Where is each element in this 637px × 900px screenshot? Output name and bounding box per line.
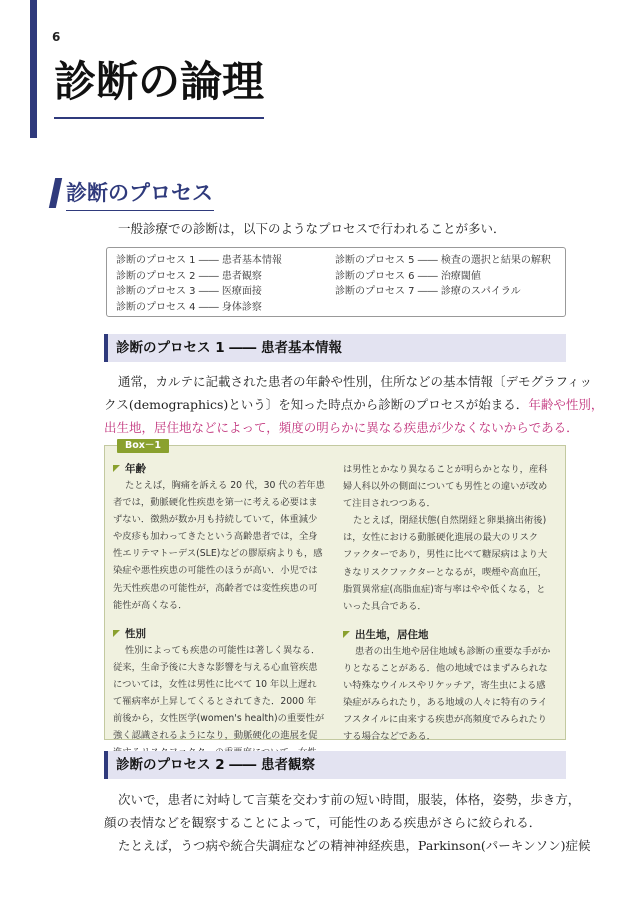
subsection-2-bar [104, 751, 108, 779]
triangle-bullet-icon [343, 631, 350, 638]
box-text-line: 脂質異常症(高脂血症)寄与率はやや低くなる，と [343, 583, 546, 595]
subsection-2-heading [104, 751, 566, 779]
subsection-1-line-1: 通常，カルテに記載された患者の年齢や性別，住所などの基本情報〔デモグラフィッ [118, 374, 593, 389]
subsection-2-line-1: 次いで，患者に対峙して言葉を交わす前の短い時間，服装，体格，姿勢，歩き方， [118, 792, 581, 807]
triangle-bullet-icon [113, 630, 120, 637]
box-text-line: 者では，動脈硬化性疾患を第一に考える必要はま [113, 497, 318, 509]
page-number: 6 [52, 30, 61, 44]
box-text-line: いった具合である． [343, 600, 427, 612]
box-text-line: て罹病率が上昇してくるとされてきた．2000 年 [113, 696, 317, 708]
process-item: 診断のプロセス 7 ―― 診療のスパイラル [335, 286, 521, 297]
process-item: 診断のプロセス 3 ―― 医療面接 [116, 286, 262, 297]
topic-age-heading [113, 461, 335, 477]
box-text-line: 婦人科以外の側面についても男性との違いが改め [343, 481, 548, 493]
box-1-left-column [113, 461, 335, 761]
box-text-line: りとなることがある．他の地域ではまずみられな [343, 662, 548, 674]
box-text-line: 前後から，女性医学(women's health)の重要性が [113, 713, 325, 725]
box-text-line: たとえば，閉経状態(自然閉経と卵巣摘出術後) [353, 515, 547, 527]
box-1 [104, 440, 566, 743]
chapter-title-rule [54, 117, 264, 119]
process-item: 診断のプロセス 2 ―― 患者観察 [116, 270, 262, 282]
box-text-line: 性別によっても疾患の可能性は著しく異なる． [125, 644, 321, 656]
box-text-line: ずない．徴熱が数か月も持続していて，体重減少 [113, 514, 318, 526]
subsection-1-line-2-text: クス(demographics)という〕を知った時点から診断のプロセスが始まる． [104, 397, 529, 412]
box-text-line: や皮疹も加わってきたという高齢患者では，全身 [113, 531, 318, 543]
section-slash-mark [49, 178, 62, 208]
box-text-line: 性エリテマトーデス(SLE)などの膠原病よりも，感 [113, 548, 323, 560]
box-text-line: については，女性は男性に比べて 10 年以上遅れ [113, 678, 317, 690]
process-item: 診断のプロセス 4 ―― 身体診察 [116, 301, 262, 313]
topic-age-body-cont [113, 494, 335, 614]
intro-paragraph: 一般診療での診断は，以下のようなプロセスで行われることが多い． [118, 221, 506, 236]
box-text-line: 患者の出生地や居住地域も診断の重要な手がか [355, 645, 551, 657]
box-text-line: ファクターであり，男性に比べて糖尿病はより大 [343, 549, 548, 561]
topic-origin-heading [343, 627, 565, 643]
box-text-line: て注目されつつある． [343, 498, 436, 510]
box-text-line: 染症や悪性疾患の可能性のほうが高い．小児では [113, 565, 318, 577]
subsection-1-bar [104, 334, 108, 362]
topic-origin-body-cont [343, 660, 565, 745]
section-title-underline [66, 210, 214, 211]
subsection-1-line-2 [104, 393, 603, 416]
box-text-line: い特殊なウイルスやリケッチア，寄生虫による感 [343, 680, 546, 692]
box-text-line: 強く認識されるようになり，動脈硬化の進展を促 [113, 730, 318, 742]
highlight-text: 年齢や性別， [528, 397, 604, 412]
topic-origin-title: 出生地，居住地 [355, 628, 429, 641]
subsection-1-title: 診断のプロセス 1 ―― 患者基本情報 [116, 340, 342, 356]
box-text-line: 能性が高くなる． [113, 599, 188, 611]
process-list-left [116, 253, 282, 315]
box-text-line: フスタイルに由来する疾患が高頻度でみられたり [343, 714, 547, 726]
box-text-line: は，女性における動脈硬化進展の最大のリスク [343, 532, 539, 544]
triangle-bullet-icon [113, 465, 120, 472]
topic-age-title: 年齢 [125, 463, 146, 475]
box-text-line: 染症がみられたり，ある地域の人々に特有のライ [343, 697, 548, 709]
subsection-2-line-3: たとえば，うつ病や統合失調症などの精神神経疾患，Parkinson(パーキンソン)症候 [118, 838, 591, 853]
subsection-2-line-2: 顔の表情などを観察することによって，可能性のある疾患がさらに絞られる． [104, 815, 542, 830]
highlight-line: 出生地，居住地などによって，頻度の明らかに異なる疾患が少なくないからである． [104, 420, 579, 435]
box-text-line: する場合などである． [343, 731, 436, 743]
section-title: 診断のプロセス [66, 180, 213, 205]
process-item: 診断のプロセス 1 ―― 患者基本情報 [116, 255, 282, 266]
box-1-right-column [343, 461, 565, 745]
process-list-right [335, 253, 551, 300]
box-text-line: きなリスクファクターとなるが，喫煙や高血圧， [343, 566, 547, 578]
topic-origin-body [343, 643, 565, 660]
box-text-line: は男性とかなり異なることが明らかとなり，産科 [343, 464, 548, 475]
topic-age-body [113, 477, 335, 494]
subsection-2-title: 診断のプロセス 2 ―― 患者観察 [116, 757, 315, 773]
box-text-line: たとえば，胸痛を訴える 20 代，30 代の若年患 [125, 480, 325, 491]
topic-sex-title: 性別 [125, 627, 146, 640]
topic-sex-heading [113, 626, 335, 642]
subsection-1-heading [104, 334, 566, 362]
topic-sex-body [113, 642, 335, 659]
process-item: 診断のプロセス 5 ―― 検査の選択と結果の解釈 [335, 255, 551, 266]
box-text-line: 従来，生命予後に大きな影響を与える心血管疾患 [113, 661, 318, 673]
topic-sex-body-cont [113, 659, 335, 762]
process-item: 診断のプロセス 6 ―― 治療閾値 [335, 270, 481, 282]
box-1-label: Box－1 [117, 439, 169, 453]
chapter-title: 診断の論理 [54, 57, 265, 106]
process-list-box [106, 247, 566, 317]
chapter-side-bar [30, 0, 37, 138]
box-text-line: 先天性疾患の可能性が，高齢者では変性疾患の可 [113, 582, 318, 594]
